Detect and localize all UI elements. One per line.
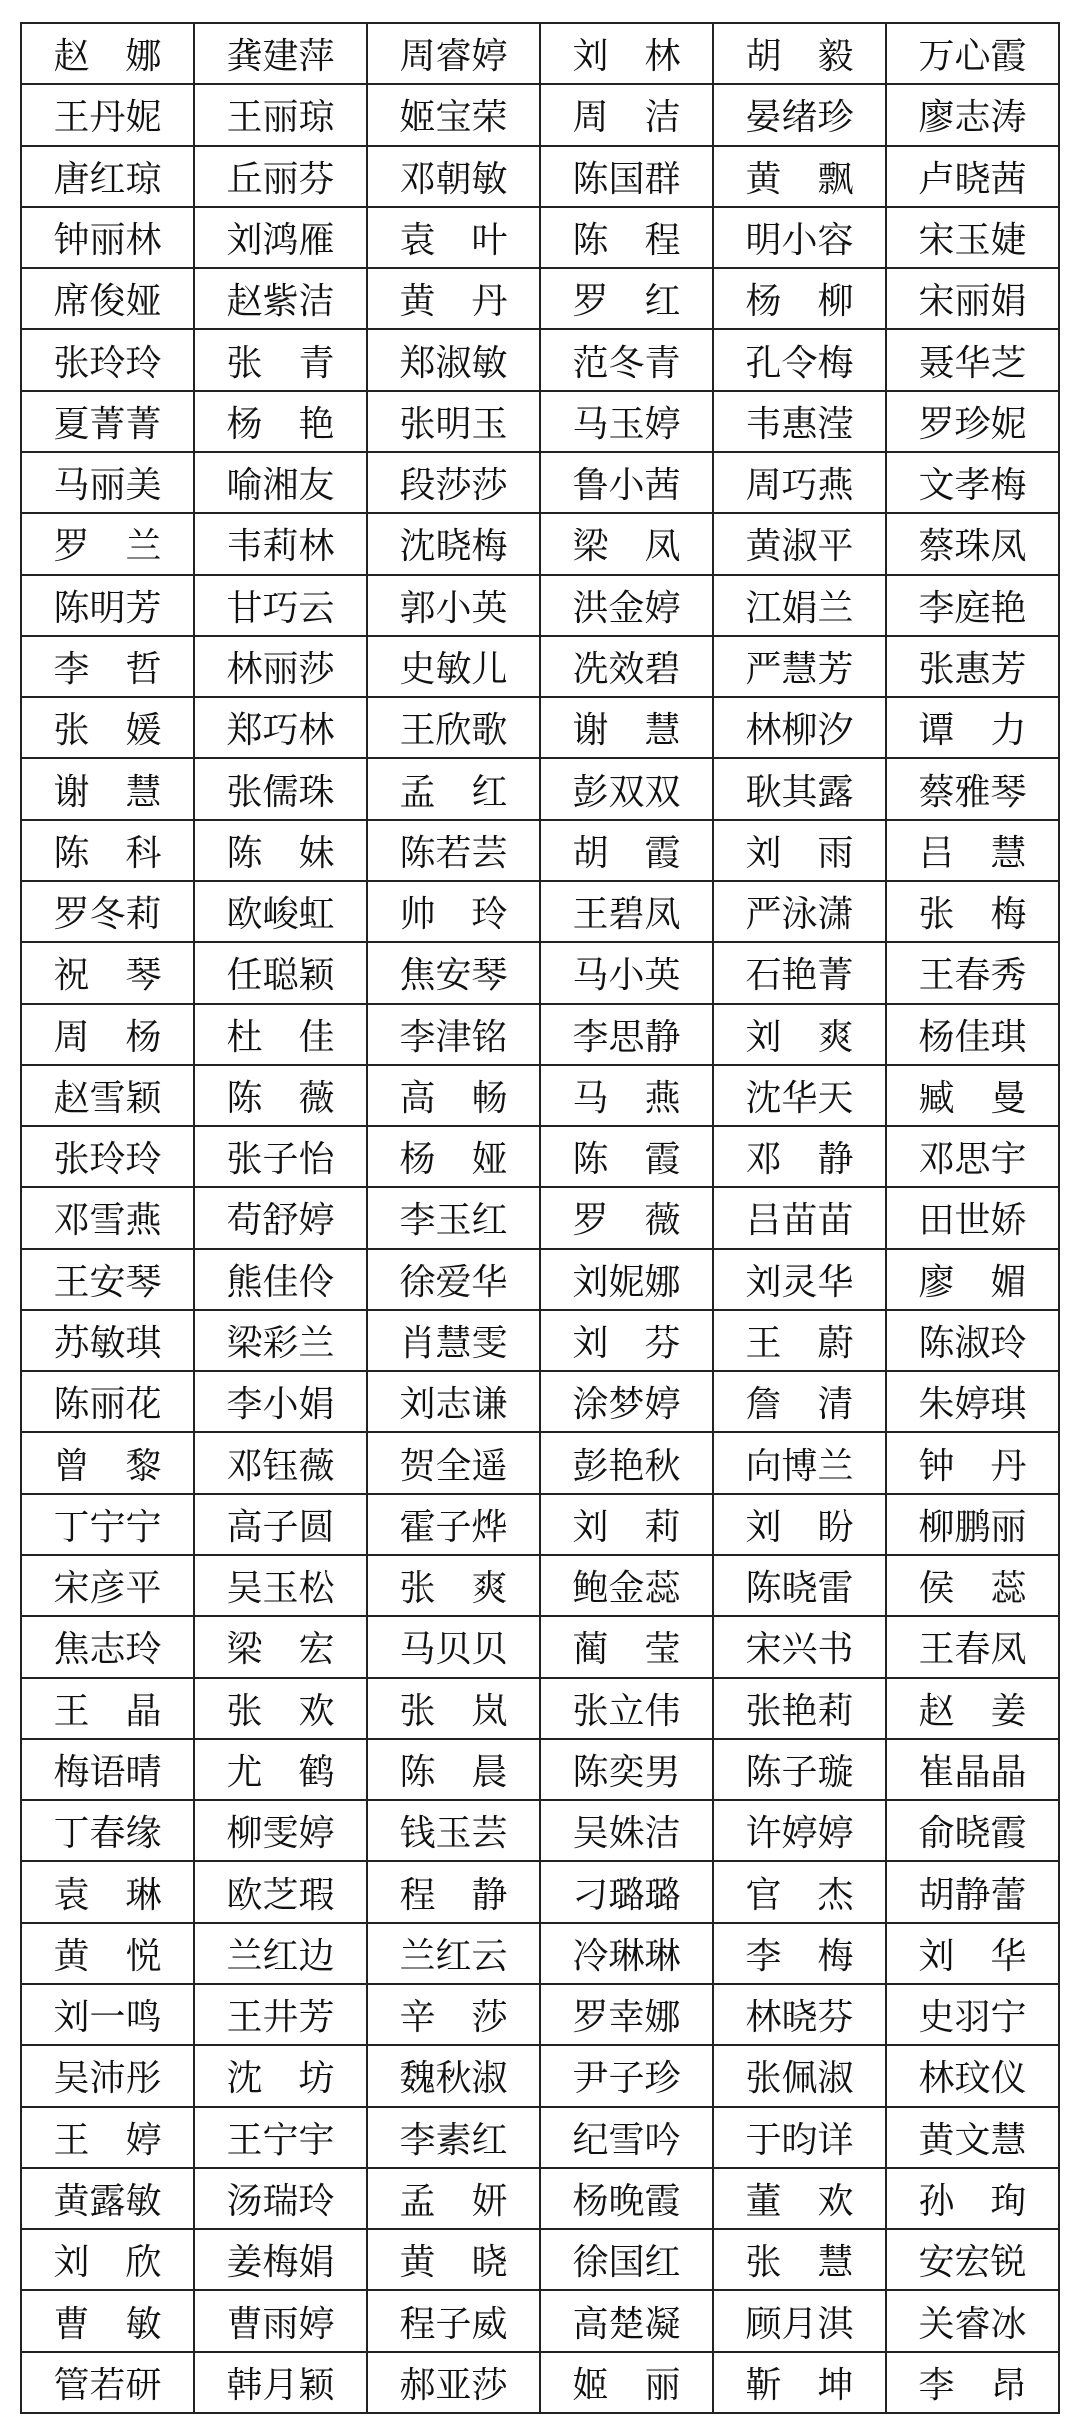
name-cell: 陈 科	[21, 820, 194, 881]
name-cell: 靳 坤	[713, 2352, 886, 2413]
name-cell: 朱婷琪	[886, 1371, 1059, 1432]
name-cell: 明小容	[713, 207, 886, 268]
name-cell: 罗幸娜	[540, 1984, 713, 2045]
name-cell: 俞晓霞	[886, 1800, 1059, 1861]
name-cell: 梁彩兰	[194, 1310, 367, 1371]
name-cell: 洪金婷	[540, 575, 713, 636]
name-cell: 王丹妮	[21, 84, 194, 145]
name-cell: 冼效碧	[540, 636, 713, 697]
table-row	[21, 84, 1059, 145]
name-cell: 孟 红	[367, 758, 540, 819]
name-cell: 李 昂	[886, 2352, 1059, 2413]
name-cell: 邓朝敏	[367, 146, 540, 207]
name-cell: 王 婷	[21, 2107, 194, 2168]
name-cell: 谢 慧	[21, 758, 194, 819]
name-cell: 郭小英	[367, 575, 540, 636]
name-cell: 陈 晨	[367, 1739, 540, 1800]
table-row	[21, 2290, 1059, 2351]
name-cell: 兰红边	[194, 1923, 367, 1984]
name-cell: 赵 姜	[886, 1678, 1059, 1739]
name-cell: 鲍金蕊	[540, 1555, 713, 1616]
name-cell: 罗珍妮	[886, 391, 1059, 452]
name-cell: 刘妮娜	[540, 1249, 713, 1310]
name-cell: 彭艳秋	[540, 1432, 713, 1493]
name-cell: 鲁小茜	[540, 452, 713, 513]
name-cell: 任聪颖	[194, 942, 367, 1003]
table-row	[21, 1126, 1059, 1187]
name-cell: 冷琳琳	[540, 1923, 713, 1984]
table-row	[21, 1004, 1059, 1065]
name-cell: 焦志玲	[21, 1616, 194, 1677]
name-cell: 沈华天	[713, 1065, 886, 1126]
name-cell: 焦安琴	[367, 942, 540, 1003]
name-cell: 纪雪吟	[540, 2107, 713, 2168]
name-cell: 史敏儿	[367, 636, 540, 697]
name-cell: 臧 曼	[886, 1065, 1059, 1126]
name-cell: 林丽莎	[194, 636, 367, 697]
name-cell: 蔡珠凤	[886, 513, 1059, 574]
table-row	[21, 1065, 1059, 1126]
name-cell: 柳鹏丽	[886, 1494, 1059, 1555]
name-cell: 赵雪颖	[21, 1065, 194, 1126]
table-row	[21, 1923, 1059, 1984]
name-cell: 谢 慧	[540, 697, 713, 758]
name-cell: 侯 蕊	[886, 1555, 1059, 1616]
name-cell: 张 岚	[367, 1678, 540, 1739]
name-cell: 张 爽	[367, 1555, 540, 1616]
name-cell: 辛 莎	[367, 1984, 540, 2045]
name-cell: 杜 佳	[194, 1004, 367, 1065]
table-row	[21, 1555, 1059, 1616]
name-cell: 刘 爽	[713, 1004, 886, 1065]
name-cell: 王宁宇	[194, 2107, 367, 2168]
name-cell: 王春秀	[886, 942, 1059, 1003]
name-cell: 周 杨	[21, 1004, 194, 1065]
name-cell: 管若研	[21, 2352, 194, 2413]
name-cell: 王碧凤	[540, 881, 713, 942]
name-cell: 陈国群	[540, 146, 713, 207]
name-cell: 沈 坊	[194, 2045, 367, 2106]
table-row	[21, 1310, 1059, 1371]
name-cell: 王春凤	[886, 1616, 1059, 1677]
name-cell: 谭 力	[886, 697, 1059, 758]
name-cell: 顾月淇	[713, 2290, 886, 2351]
name-cell: 林晓芬	[713, 1984, 886, 2045]
name-cell: 李素红	[367, 2107, 540, 2168]
name-cell: 王井芳	[194, 1984, 367, 2045]
name-cell: 陈丽花	[21, 1371, 194, 1432]
name-cell: 袁 琳	[21, 1861, 194, 1922]
name-cell: 刘一鸣	[21, 1984, 194, 2045]
name-cell: 史羽宁	[886, 1984, 1059, 2045]
name-cell: 林玟仪	[886, 2045, 1059, 2106]
table-row	[21, 23, 1059, 84]
name-cell: 邓钰薇	[194, 1432, 367, 1493]
name-cell: 姬 丽	[540, 2352, 713, 2413]
name-cell: 卢晓茜	[886, 146, 1059, 207]
name-cell: 程 静	[367, 1861, 540, 1922]
name-cell: 宋丽娟	[886, 268, 1059, 329]
name-cell: 杨 娅	[367, 1126, 540, 1187]
name-cell: 田世娇	[886, 1187, 1059, 1248]
name-cell: 林柳汐	[713, 697, 886, 758]
name-cell: 杨佳琪	[886, 1004, 1059, 1065]
name-cell: 罗 薇	[540, 1187, 713, 1248]
name-cell: 马小英	[540, 942, 713, 1003]
name-cell: 黄 飘	[713, 146, 886, 207]
name-cell: 宋彦平	[21, 1555, 194, 1616]
table-row	[21, 758, 1059, 819]
name-cell: 丘丽芬	[194, 146, 367, 207]
table-row	[21, 575, 1059, 636]
name-cell: 柳雯婷	[194, 1800, 367, 1861]
name-cell: 江娟兰	[713, 575, 886, 636]
name-cell: 霍子烨	[367, 1494, 540, 1555]
name-cell: 王 蔚	[713, 1310, 886, 1371]
name-cell: 刘 莉	[540, 1494, 713, 1555]
name-cell: 晏绪珍	[713, 84, 886, 145]
name-cell: 尹子珍	[540, 2045, 713, 2106]
name-cell: 陈晓雷	[713, 1555, 886, 1616]
name-cell: 姬宝荣	[367, 84, 540, 145]
name-cell: 刁璐璐	[540, 1861, 713, 1922]
name-cell: 罗冬莉	[21, 881, 194, 942]
table-row	[21, 820, 1059, 881]
name-cell: 李津铭	[367, 1004, 540, 1065]
name-cell: 龚建萍	[194, 23, 367, 84]
name-cell: 高 畅	[367, 1065, 540, 1126]
name-cell: 梁 宏	[194, 1616, 367, 1677]
name-cell: 王丽琼	[194, 84, 367, 145]
table-row	[21, 2045, 1059, 2106]
name-cell: 祝 琴	[21, 942, 194, 1003]
name-cell: 蔺 莹	[540, 1616, 713, 1677]
name-cell: 宋玉婕	[886, 207, 1059, 268]
name-cell: 严慧芳	[713, 636, 886, 697]
name-cell: 吴姝洁	[540, 1800, 713, 1861]
name-cell: 王欣歌	[367, 697, 540, 758]
name-cell: 吕 慧	[886, 820, 1059, 881]
name-cell: 陈淑玲	[886, 1310, 1059, 1371]
name-cell: 韦莉林	[194, 513, 367, 574]
table-row	[21, 391, 1059, 452]
name-cell: 张 慧	[713, 2229, 886, 2290]
name-cell: 梅语晴	[21, 1739, 194, 1800]
name-cell: 曹 敏	[21, 2290, 194, 2351]
name-cell: 席俊娅	[21, 268, 194, 329]
table-row	[21, 1861, 1059, 1922]
name-cell: 黄 悦	[21, 1923, 194, 1984]
name-cell: 黄 丹	[367, 268, 540, 329]
name-cell: 陈 霞	[540, 1126, 713, 1187]
name-cell: 廖志涛	[886, 84, 1059, 145]
name-cell: 周巧燕	[713, 452, 886, 513]
table-row	[21, 636, 1059, 697]
name-cell: 孙 珣	[886, 2168, 1059, 2229]
name-cell: 曾 黎	[21, 1432, 194, 1493]
name-cell: 董 欢	[713, 2168, 886, 2229]
name-cell: 宋兴书	[713, 1616, 886, 1677]
table-row	[21, 1678, 1059, 1739]
table-row	[21, 2107, 1059, 2168]
name-cell: 范冬青	[540, 329, 713, 390]
name-cell: 赵紫洁	[194, 268, 367, 329]
name-cell: 张玲玲	[21, 329, 194, 390]
name-cell: 廖 媚	[886, 1249, 1059, 1310]
name-cell: 刘 芬	[540, 1310, 713, 1371]
name-cell: 张 青	[194, 329, 367, 390]
name-cell: 周睿婷	[367, 23, 540, 84]
name-cell: 严泳潇	[713, 881, 886, 942]
name-cell: 曹雨婷	[194, 2290, 367, 2351]
name-cell: 梁 凤	[540, 513, 713, 574]
name-cell: 彭双双	[540, 758, 713, 819]
name-cell: 邓 静	[713, 1126, 886, 1187]
name-cell: 胡静蕾	[886, 1861, 1059, 1922]
name-cell: 段莎莎	[367, 452, 540, 513]
table-row	[21, 2352, 1059, 2413]
table-row	[21, 2168, 1059, 2229]
name-cell: 钱玉芸	[367, 1800, 540, 1861]
name-cell: 李 梅	[713, 1923, 886, 1984]
table-row	[21, 942, 1059, 1003]
table-row	[21, 1800, 1059, 1861]
name-cell: 兰红云	[367, 1923, 540, 1984]
table-row	[21, 697, 1059, 758]
name-cell: 马贝贝	[367, 1616, 540, 1677]
name-cell: 孟 妍	[367, 2168, 540, 2229]
name-cell: 张佩淑	[713, 2045, 886, 2106]
name-cell: 徐国红	[540, 2229, 713, 2290]
table-row	[21, 513, 1059, 574]
name-cell: 李思静	[540, 1004, 713, 1065]
name-cell: 马玉婷	[540, 391, 713, 452]
name-cell: 马 燕	[540, 1065, 713, 1126]
name-cell: 刘灵华	[713, 1249, 886, 1310]
name-cell: 姜梅娟	[194, 2229, 367, 2290]
name-cell: 丁春缘	[21, 1800, 194, 1861]
name-cell: 李 哲	[21, 636, 194, 697]
name-cell: 罗 兰	[21, 513, 194, 574]
name-cell: 孔令梅	[713, 329, 886, 390]
name-cell: 欧峻虹	[194, 881, 367, 942]
name-cell: 韦惠滢	[713, 391, 886, 452]
name-cell: 李玉红	[367, 1187, 540, 1248]
name-cell: 袁 叶	[367, 207, 540, 268]
name-cell: 罗 红	[540, 268, 713, 329]
name-cell: 张儒珠	[194, 758, 367, 819]
name-cell: 张子怡	[194, 1126, 367, 1187]
table-row	[21, 1616, 1059, 1677]
name-cell: 沈晓梅	[367, 513, 540, 574]
name-cell: 高楚凝	[540, 2290, 713, 2351]
name-cell: 汤瑞玲	[194, 2168, 367, 2229]
name-cell: 张 媛	[21, 697, 194, 758]
name-cell: 吴沛彤	[21, 2045, 194, 2106]
name-cell: 刘 华	[886, 1923, 1059, 1984]
name-cell: 杨晚霞	[540, 2168, 713, 2229]
name-cell: 高子圆	[194, 1494, 367, 1555]
name-cell: 周 洁	[540, 84, 713, 145]
name-cell: 胡 霞	[540, 820, 713, 881]
name-cell: 刘 欣	[21, 2229, 194, 2290]
table-row	[21, 881, 1059, 942]
name-cell: 帅 玲	[367, 881, 540, 942]
name-cell: 夏菁菁	[21, 391, 194, 452]
table-row	[21, 1432, 1059, 1493]
name-cell: 张艳莉	[713, 1678, 886, 1739]
name-cell: 崔晶晶	[886, 1739, 1059, 1800]
name-cell: 韩月颖	[194, 2352, 367, 2413]
table-row	[21, 207, 1059, 268]
name-cell: 关睿冰	[886, 2290, 1059, 2351]
name-cell: 官 杰	[713, 1861, 886, 1922]
name-cell: 张 梅	[886, 881, 1059, 942]
name-cell: 郝亚莎	[367, 2352, 540, 2413]
name-list-body	[21, 23, 1059, 2413]
name-cell: 李小娟	[194, 1371, 367, 1432]
table-row	[21, 1249, 1059, 1310]
name-cell: 张明玉	[367, 391, 540, 452]
name-cell: 吴玉松	[194, 1555, 367, 1616]
table-row	[21, 1371, 1059, 1432]
name-cell: 陈子璇	[713, 1739, 886, 1800]
table-row	[21, 2229, 1059, 2290]
name-cell: 熊佳伶	[194, 1249, 367, 1310]
name-cell: 陈 妹	[194, 820, 367, 881]
table-row	[21, 452, 1059, 513]
name-cell: 黄露敏	[21, 2168, 194, 2229]
name-cell: 聂华芝	[886, 329, 1059, 390]
name-cell: 钟 丹	[886, 1432, 1059, 1493]
name-cell: 甘巧云	[194, 575, 367, 636]
name-cell: 喻湘友	[194, 452, 367, 513]
name-cell: 唐红琼	[21, 146, 194, 207]
name-cell: 郑巧林	[194, 697, 367, 758]
name-cell: 杨 柳	[713, 268, 886, 329]
name-cell: 黄文慧	[886, 2107, 1059, 2168]
name-cell: 文孝梅	[886, 452, 1059, 513]
name-cell: 耿其露	[713, 758, 886, 819]
name-cell: 陈奕男	[540, 1739, 713, 1800]
name-cell: 涂梦婷	[540, 1371, 713, 1432]
name-cell: 徐爱华	[367, 1249, 540, 1310]
name-cell: 邓思宇	[886, 1126, 1059, 1187]
name-cell: 陈若芸	[367, 820, 540, 881]
name-cell: 陈 薇	[194, 1065, 367, 1126]
table-row	[21, 268, 1059, 329]
name-cell: 肖慧雯	[367, 1310, 540, 1371]
name-cell: 安宏锐	[886, 2229, 1059, 2290]
name-cell: 吕苗苗	[713, 1187, 886, 1248]
table-row	[21, 1494, 1059, 1555]
name-cell: 胡 毅	[713, 23, 886, 84]
name-cell: 张玲玲	[21, 1126, 194, 1187]
name-cell: 马丽美	[21, 452, 194, 513]
name-cell: 邓雪燕	[21, 1187, 194, 1248]
name-cell: 石艳菁	[713, 942, 886, 1003]
name-cell: 贺全遥	[367, 1432, 540, 1493]
name-cell: 蔡雅琴	[886, 758, 1059, 819]
name-cell: 詹 清	[713, 1371, 886, 1432]
name-cell: 王 晶	[21, 1678, 194, 1739]
table-row	[21, 1984, 1059, 2045]
name-cell: 苟舒婷	[194, 1187, 367, 1248]
name-cell: 杨 艳	[194, 391, 367, 452]
name-cell: 张惠芳	[886, 636, 1059, 697]
name-cell: 刘 雨	[713, 820, 886, 881]
name-cell: 王安琴	[21, 1249, 194, 1310]
name-cell: 向博兰	[713, 1432, 886, 1493]
name-cell: 程子威	[367, 2290, 540, 2351]
name-cell: 尤 鹤	[194, 1739, 367, 1800]
name-cell: 苏敏琪	[21, 1310, 194, 1371]
name-cell: 黄淑平	[713, 513, 886, 574]
table-row	[21, 1739, 1059, 1800]
name-cell: 赵 娜	[21, 23, 194, 84]
name-cell: 欧芝瑕	[194, 1861, 367, 1922]
name-cell: 钟丽林	[21, 207, 194, 268]
name-cell: 刘 林	[540, 23, 713, 84]
name-cell: 郑淑敏	[367, 329, 540, 390]
name-cell: 李庭艳	[886, 575, 1059, 636]
table-row	[21, 1187, 1059, 1248]
name-cell: 刘鸿雁	[194, 207, 367, 268]
table-row	[21, 329, 1059, 390]
name-cell: 刘 盼	[713, 1494, 886, 1555]
name-cell: 魏秋淑	[367, 2045, 540, 2106]
table-row	[21, 146, 1059, 207]
name-cell: 黄 晓	[367, 2229, 540, 2290]
name-cell: 丁宁宁	[21, 1494, 194, 1555]
name-cell: 于昀详	[713, 2107, 886, 2168]
name-cell: 万心霞	[886, 23, 1059, 84]
name-cell: 刘志谦	[367, 1371, 540, 1432]
name-cell: 张 欢	[194, 1678, 367, 1739]
name-cell: 陈明芳	[21, 575, 194, 636]
name-cell: 许婷婷	[713, 1800, 886, 1861]
name-cell: 陈 程	[540, 207, 713, 268]
name-list-table	[20, 22, 1060, 2414]
name-cell: 张立伟	[540, 1678, 713, 1739]
